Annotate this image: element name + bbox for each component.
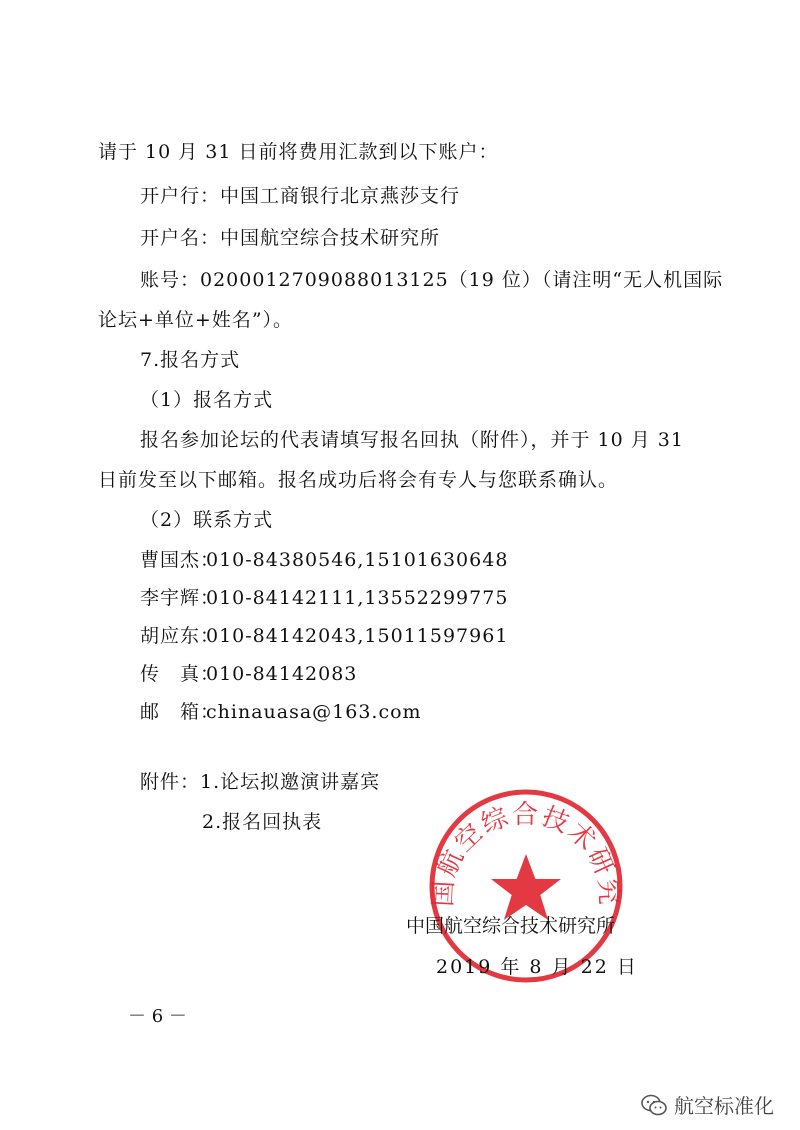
page-number: － 6 － (128, 1006, 187, 1027)
attachments-label: 附件： (140, 771, 201, 793)
contact-label: 传 真： (140, 663, 221, 685)
section-7-heading: 7.报名方式 (140, 349, 241, 371)
payment-intro: 请于 10 月 31 日前将费用汇款到以下账户： (98, 141, 499, 163)
email-link[interactable]: chinauasa@163.com (206, 701, 422, 723)
contact-label: 邮 箱： (140, 701, 221, 723)
watermark-text: 航空标准化 (674, 1094, 774, 1118)
contact-row (140, 698, 422, 726)
account-number-line: 账号：0200012709088013125（19 位）（请注明“无人机国际 (140, 269, 724, 291)
contact-label: 曹国杰： (140, 549, 221, 571)
contact-value: 010-84142111,13552299775 (206, 587, 509, 609)
bank-line: 开户行：中国工商银行北京燕莎支行 (140, 185, 461, 207)
contact-row (140, 660, 357, 688)
contact-row (140, 622, 508, 650)
signature-organization: 中国航空综合技术研究所 (406, 915, 616, 937)
seal-text: 国航空综合技术研究 (428, 799, 624, 908)
contact-label: 胡应东： (140, 625, 221, 647)
contact-value: 010-84380546,15101630648 (206, 549, 509, 571)
seal-star-icon (491, 854, 561, 920)
contact-value: 010-84142043,15011597961 (206, 625, 509, 647)
contact-row (140, 546, 508, 574)
contact-value: 010-84142083 (206, 663, 358, 685)
signature-date: 2019 年 8 月 22 日 (436, 956, 638, 978)
account-name-line: 开户名：中国航空综合技术研究所 (140, 227, 441, 249)
registration-paragraph-line-1: 报名参加论坛的代表请填写报名回执（附件），并于 10 月 31 (140, 429, 684, 451)
contact-label: 李宇辉： (140, 587, 221, 609)
subsection-1-heading: （1）报名方式 (140, 389, 274, 411)
attachment-item: 1.论坛拟邀演讲嘉宾 (200, 771, 381, 793)
contact-row (140, 584, 508, 612)
registration-paragraph-line-2: 日前发至以下邮箱。报名成功后将会有专人与您联系确认。 (98, 469, 619, 491)
attachments-row (140, 768, 380, 796)
attachment-item: 2.报名回执表 (202, 811, 323, 833)
watermark (640, 1090, 774, 1119)
account-number-continuation: 论坛+单位+姓名”）。 (98, 309, 294, 331)
wechat-icon (640, 1093, 668, 1117)
subsection-2-heading: （2）联系方式 (140, 509, 274, 531)
